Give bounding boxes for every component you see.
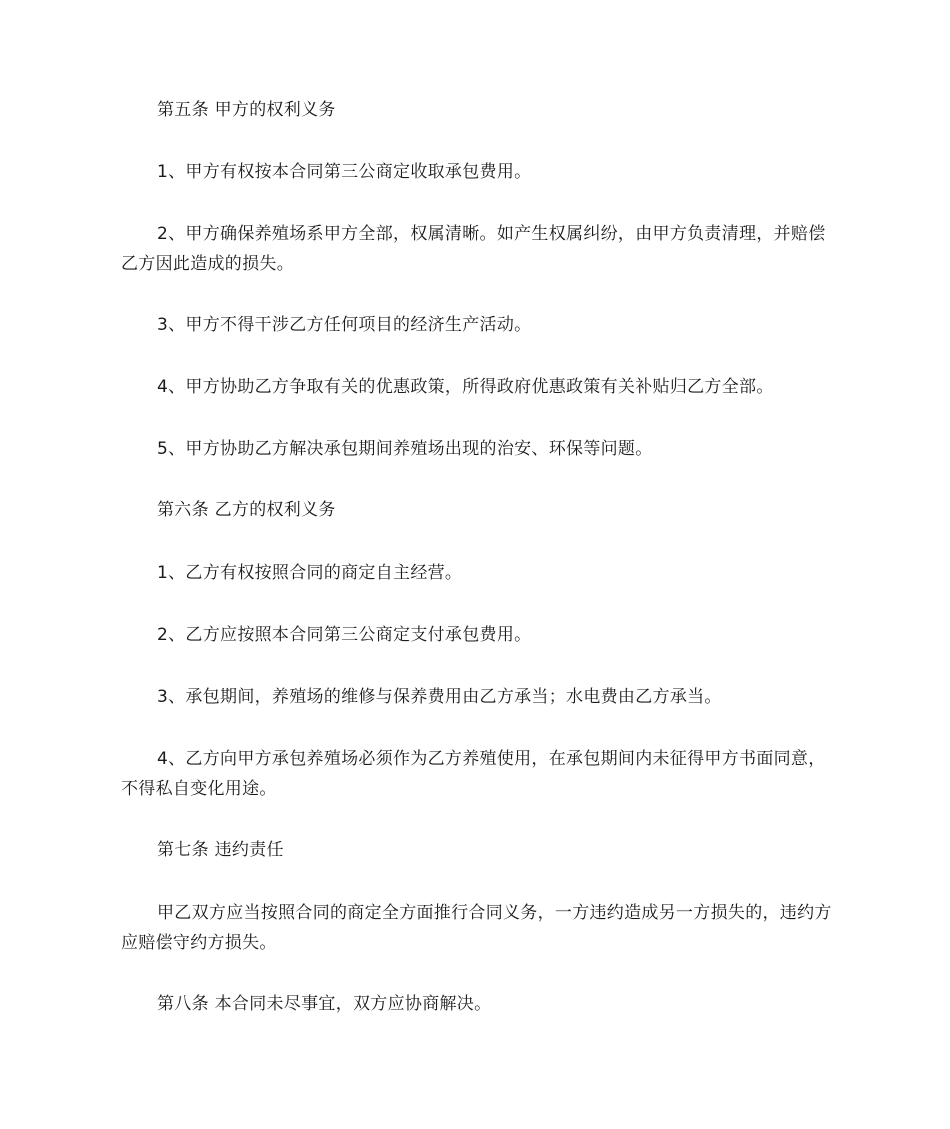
article-6-clause-1: 1、乙方有权按照合同的商定自主经营。 xyxy=(157,563,463,583)
article-5-clause-1: 1、甲方有权按本合同第三公商定收取承包费用。 xyxy=(157,162,532,182)
article-6-clause-3: 3、承包期间，养殖场的维修与保养费用由乙方承当；水电费由乙方承当。 xyxy=(157,687,722,707)
article-6-clause-2: 2、乙方应按照本合同第三公商定支付承包费用。 xyxy=(157,625,532,645)
article-5-clause-3: 3、甲方不得干涉乙方任何项目的经济生产活动。 xyxy=(157,315,532,335)
article-8-heading: 第八条 本合同未尽事宜，双方应协商解决。 xyxy=(157,994,492,1014)
article-5-clause-4: 4、甲方协助乙方争取有关的优惠政策，所得政府优惠政策有关补贴归乙方全部。 xyxy=(157,377,774,397)
article-7-body: 甲乙双方应当按照合同的商定全方面推行合同义务，一方违约造成另一方损失的，违约方应赔偿守约方损失。 xyxy=(121,903,832,953)
article-5-clause-2: 2、甲方确保养殖场系甲方全部，权属清晰。如产生权属纠纷，由甲方负责清理，并赔偿乙方因此造成的损失。 xyxy=(121,224,826,274)
article-6-clause-4: 4、乙方向甲方承包养殖场必须作为乙方养殖使用，在承包期间内未征得甲方书面同意，不得私自变化用途。 xyxy=(121,749,826,799)
article-5-clause-5: 5、甲方协助乙方解决承包期间养殖场出现的治安、环保等问题。 xyxy=(157,439,653,459)
article-7-heading: 第七条 违约责任 xyxy=(157,840,284,860)
article-6-heading: 第六条 乙方的权利义务 xyxy=(157,500,336,520)
article-5-heading: 第五条 甲方的权利义务 xyxy=(157,100,336,120)
